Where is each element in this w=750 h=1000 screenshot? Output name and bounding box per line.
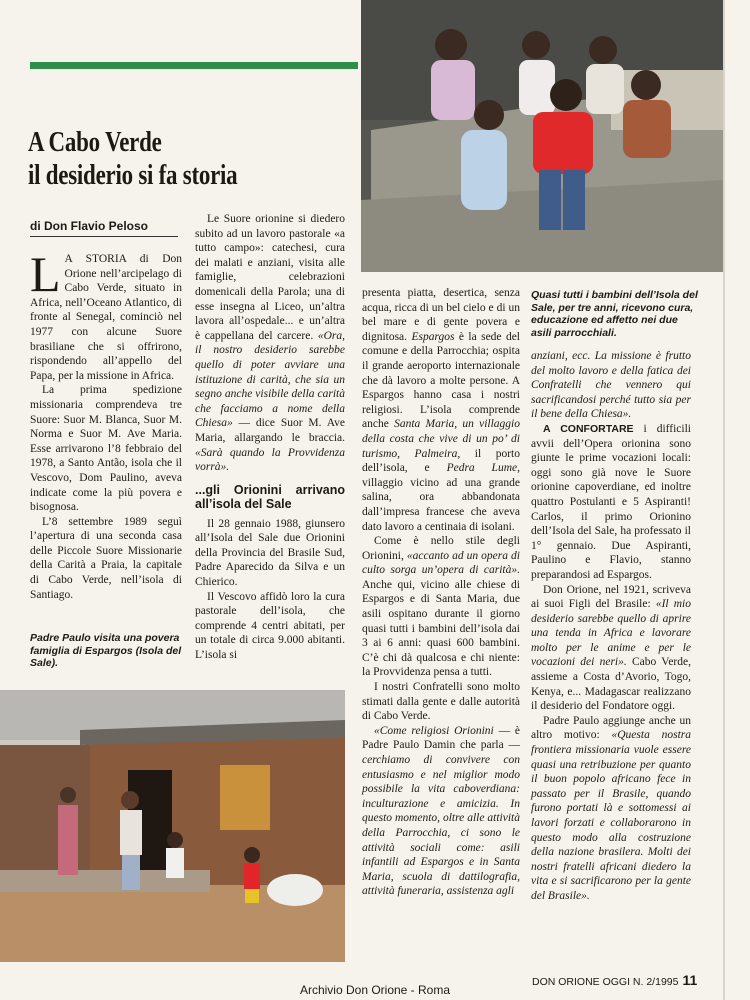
paragraph-3: I nostri Confratelli sono molto stimati dalla gente e dalle autorità di Cabo Verde. <box>362 681 520 723</box>
article-title <box>28 126 299 192</box>
title-line-1: A Cabo Verde <box>28 127 162 158</box>
column-3 <box>362 286 520 899</box>
page-number: 11 <box>682 972 698 988</box>
paragraph-1: anziani, ecc. La missione è frutto del molto lavoro e della fatica dei Confratelli che vennero qui sacrificandosi perché tutto sia per il bene della Chiesa». <box>531 350 691 421</box>
paragraph-3: Il Vescovo affidò loro la cura pastorale dell’isola, che comprende 4 centri abitati, per un totale di circa 9.000 abitanti. L’isola si <box>195 590 345 662</box>
photo-caption-children: Quasi tutti i bambini dell’Isola del Sale, per tre anni, ricevono cura, educazione ed affetto nei due asili parrocchiali. <box>531 289 698 339</box>
paragraph-3: Don Orione, nel 1921, scriveva ai suoi Figli del Brasile: «Il mio desiderio sarebbe quello di aprire una tenda in Africa e lavorare molto per le anime e per le vocazioni dei neri». Cabo Verde, assieme a Costa d’Avorio, Togo, Kenya, e... Madagascar realizzano il desiderio del Fondatore oggi. <box>531 583 691 713</box>
children-photo <box>361 0 723 272</box>
byline-rule <box>30 236 178 237</box>
paragraph-2: Come è nello stile degli Orionini, «accanto ad un opera di culto sorga un’opera di carità». Anche qui, vicino alle chiese di Espargos e di Santa Maria, due asili ospitano durante il giorno quasi tutti i bambini dell’isola dai 3 ai 6 anni: quasi 600 bambini. C’è chi dà qualcosa e chi niente: la Provvidenza pensa a tutti. <box>362 535 520 679</box>
paragraph-1: L A STORIA di Don Orione nell’arcipelago di Cabo Verde, situato in Africa, nell’Oceano Atlantico, di fronte al Senegal, cominciò nel 1977 con alcune Suore brasiliane che si offrirono, rispondendo all’appello del Papa, per la missione in Africa. <box>30 246 183 382</box>
drop-cap: L <box>30 246 61 302</box>
section-subhead: ...gli Orionini arrivano all’isola del Sale <box>195 482 345 511</box>
family-visit-photo <box>0 690 345 962</box>
paragraph-3: L’8 settembre 1989 seguì l’apertura di una seconda casa delle Piccole Suore Missionarie della Carità a Praia, la capitale di Cabo Verde, nell’isola di Santiago. <box>30 515 182 601</box>
paragraph-2: La prima spedizione missionaria comprendeva tre Suore: Suor M. Blanca, Suor M. Norma e Suor M. Ave Maria. Esse arrivarono l’8 febbraio del 1978, a Santo Antão, isola che il Vescovo, Dom Paulino, aveva indicate come la più povera e bisognosa. <box>30 384 182 514</box>
photo-caption-family: Padre Paulo visita una povera famiglia di Espargos (Isola del Sale). <box>30 632 182 669</box>
paragraph-4: «Come religiosi Orionini — è Padre Paulo Damin che parla — cerchiamo di convivere con entusiasmo e nel miglior modo possibile la vita caboverdiana: inculturazione e amicizia. In questo momento, oltre alle attività della Parrocchia, ci sono le attività sociali come: asili infantili ad Espargos e in Santa Maria, scuola di dattilografia, attività funeraria, assistenza agli <box>362 724 520 898</box>
paragraph-4: Padre Paulo aggiunge anche un altro motivo: «Questa nostra frontiera missionaria vuole essere quasi una retribuzione per quanto il buon popolo africano fece in passato per il Brasile, quando furono portati là e sottomessi ai lavori forzati e collaborarono in questo modo alla costruzione della nazione brasilera. Molti dei nostri fratelli africani diedero la vita e si sacrificarono per la gente del Brasile». <box>531 714 692 902</box>
title-line-2: il desiderio si fa storia <box>28 160 238 191</box>
paragraph-2: Il 28 gennaio 1988, giunsero all’Isola del Sale due Orionini della Provincia del Brasile Sud, Padre Aparecido da Silva e un Chierico. <box>195 517 345 589</box>
paragraph-1: Le Suore orionine si diedero subito ad un lavoro pastorale «a tutto campo»: catechesi, cura dei malati e anziani, visita alle famiglie, celebrazioni domenicali della Parola; una di esse insegna al Liceo, un’altra lavora all’ospedale... e un’altra è cappellana del carcere. «Ora, il nostro desiderio sarebbe quello di poter avviare una istituzione di carità, che sia un segno anche visibile della carità che facciamo a nome della Chiesa» — dice Suor M. Ave Maria, allargando le braccia. «Sarà quando la Provvidenza vorrà». <box>195 213 346 474</box>
column-2 <box>195 212 345 663</box>
paragraph-1: presenta piatta, desertica, senza acqua, ricca di un bel cielo e di un bel mare e di gente povera e dignitosa. Espargos è la sede del comune e della Parrocchia; ospita il grande aeroporto internazionale che dà lavoro a molte persone. A Espargos hanno casa i nostri religiosi. L’isola comprende anche Santa Maria, un villaggio della costa che vive di un po’ di turismo, Palmeira, il porto dell’isola, e Pedra Lume, villaggio vicino ad una grande salina, ora abbandonata dall’impresa francese che aveva dato lavoro a centinaia di isolani. <box>362 287 520 533</box>
page-edge <box>723 0 725 1000</box>
magazine-issue: DON ORIONE OGGI N. 2/1995 <box>532 976 679 988</box>
archive-credit: Archivio Don Orione - Roma <box>299 983 451 997</box>
byline: di Don Flavio Peloso <box>30 219 149 233</box>
lead-in: A STORIA <box>64 253 127 265</box>
column-4 <box>531 349 691 904</box>
paragraph-2: A CONFORTARE i difficili avvii dell’Opera orionina sono giunte le prime vocazioni locali: oggi sono già nove le Suore orionine capoverdiane, ed inoltre quattro Postulanti e 5 Aspiranti! Carlos, il primo Orionino dell’Isola del Sale, ha professato il 1° gennaio. Due Aspiranti, Paulino e Flavio, stanno preparandosi ad Espargos. <box>531 422 691 581</box>
header-accent-rule <box>30 62 358 69</box>
lead-in: A CONFORTARE <box>543 422 634 435</box>
column-1 <box>30 246 183 602</box>
